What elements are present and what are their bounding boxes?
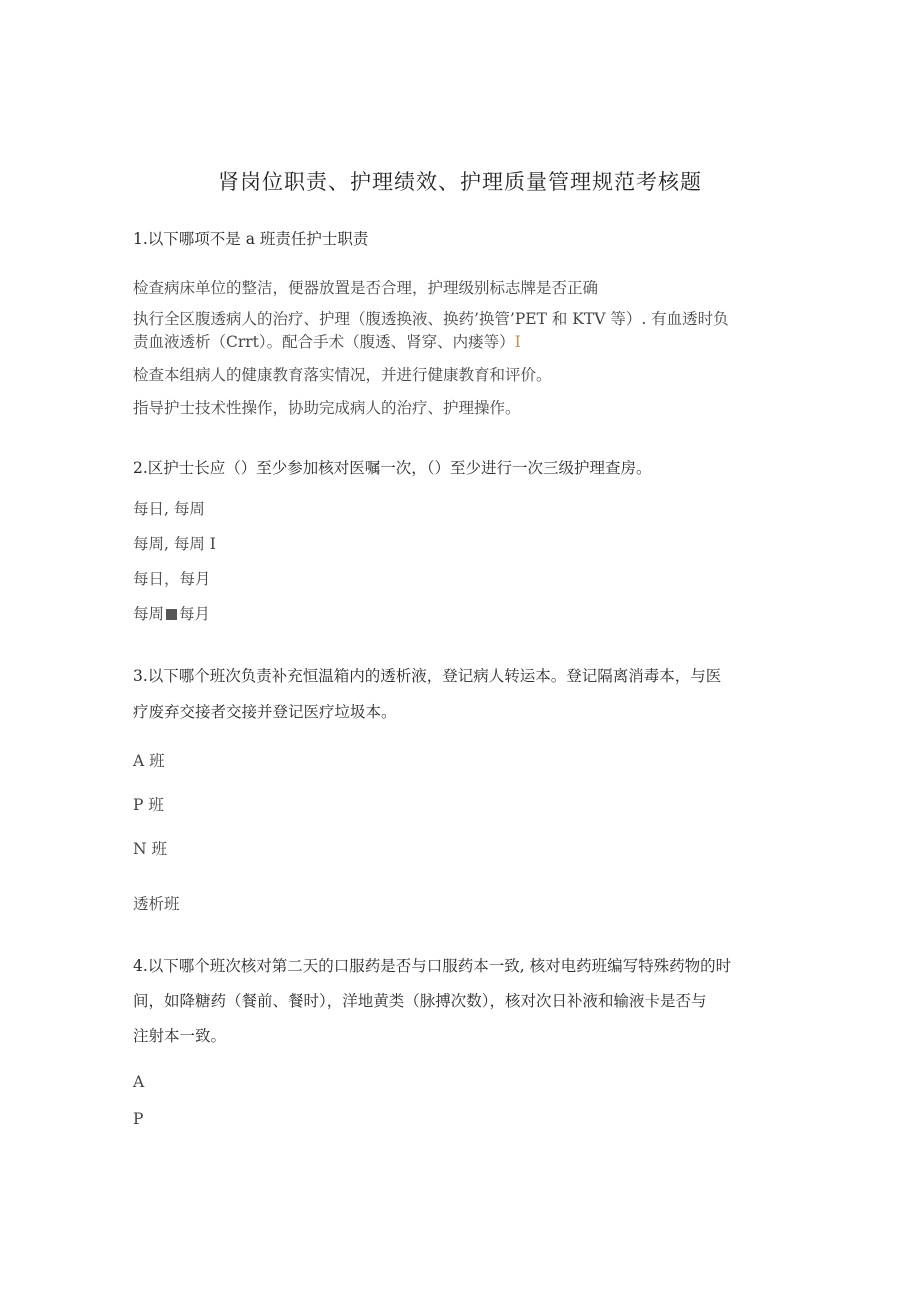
- question-1-option-2-line-1: 执行全区腹透病人的治疗、护理（腹透换液、换药’换管’PET 和 KTV 等）. 有血透时负: [133, 310, 729, 328]
- question-3-text-line-1: 3.以下哪个班次负责补充恒温箱内的透析液，登记病人转运本。登记隔离消毒本，与医: [133, 667, 722, 685]
- question-3-text-line-2: 疗废弃交接者交接并登记医疗垃圾本。: [133, 703, 397, 721]
- question-2-option-4-left: 每周: [133, 605, 165, 623]
- question-1-option-2-mark: I: [514, 333, 521, 351]
- question-1-option-4: 指导护士技术性操作，协助完成病人的治疗、护理操作。: [133, 399, 521, 417]
- question-1-option-2-line-2: [133, 331, 521, 353]
- question-4-option-1: A: [133, 1073, 145, 1091]
- question-1-option-1: 检查病床单位的整洁，便器放置是否合理，护理级别标志牌是否正确: [133, 279, 599, 297]
- question-4-text-line-1: 4.以下哪个班次核对第二天的口服药是否与口服药本一致, 核对电药班编写特殊药物的时: [133, 957, 732, 975]
- question-1-option-3: 检查本组病人的健康教育落实情况，并进行健康教育和评价。: [133, 366, 552, 384]
- question-2-text: 2.区护士长应（）至少参加核对医嘱一次，（）至少进行一次三级护理查房。: [133, 459, 652, 477]
- question-3-option-3: N 班: [133, 840, 167, 858]
- question-4-text-line-3: 注射本一致。: [133, 1027, 227, 1045]
- question-4-option-2: P: [133, 1110, 144, 1128]
- question-1-option-2-line-2-text: 责血液透析（Crrt）。配合手术（腹透、肾穿、内瘘等）: [133, 333, 515, 351]
- question-3-option-4: 透析班: [133, 895, 180, 913]
- question-3-option-1: A 班: [133, 752, 165, 770]
- question-3-option-2: P 班: [133, 796, 164, 814]
- question-2-option-2-text: 每周, 每周: [133, 535, 205, 553]
- document-title: 肾岗位职责、护理绩效、护理质量管理规范考核题: [218, 170, 702, 194]
- question-2-option-4: [133, 603, 210, 625]
- question-2-option-2-mark: I: [209, 535, 216, 553]
- question-2-option-3: 每日，每月: [133, 570, 211, 588]
- question-2-option-2: [133, 533, 216, 555]
- question-4-text-line-2: 间，如降糖药（餐前、餐时），洋地黄类（脉搏次数），核对次日补液和输液卡是否与: [133, 992, 707, 1010]
- question-2-option-4-right: 每月: [179, 605, 211, 623]
- redaction-block-icon: [166, 609, 177, 620]
- question-1-text: 1.以下哪项不是 a 班责任护士职责: [133, 230, 369, 248]
- question-2-option-1: 每日, 每周: [133, 500, 205, 518]
